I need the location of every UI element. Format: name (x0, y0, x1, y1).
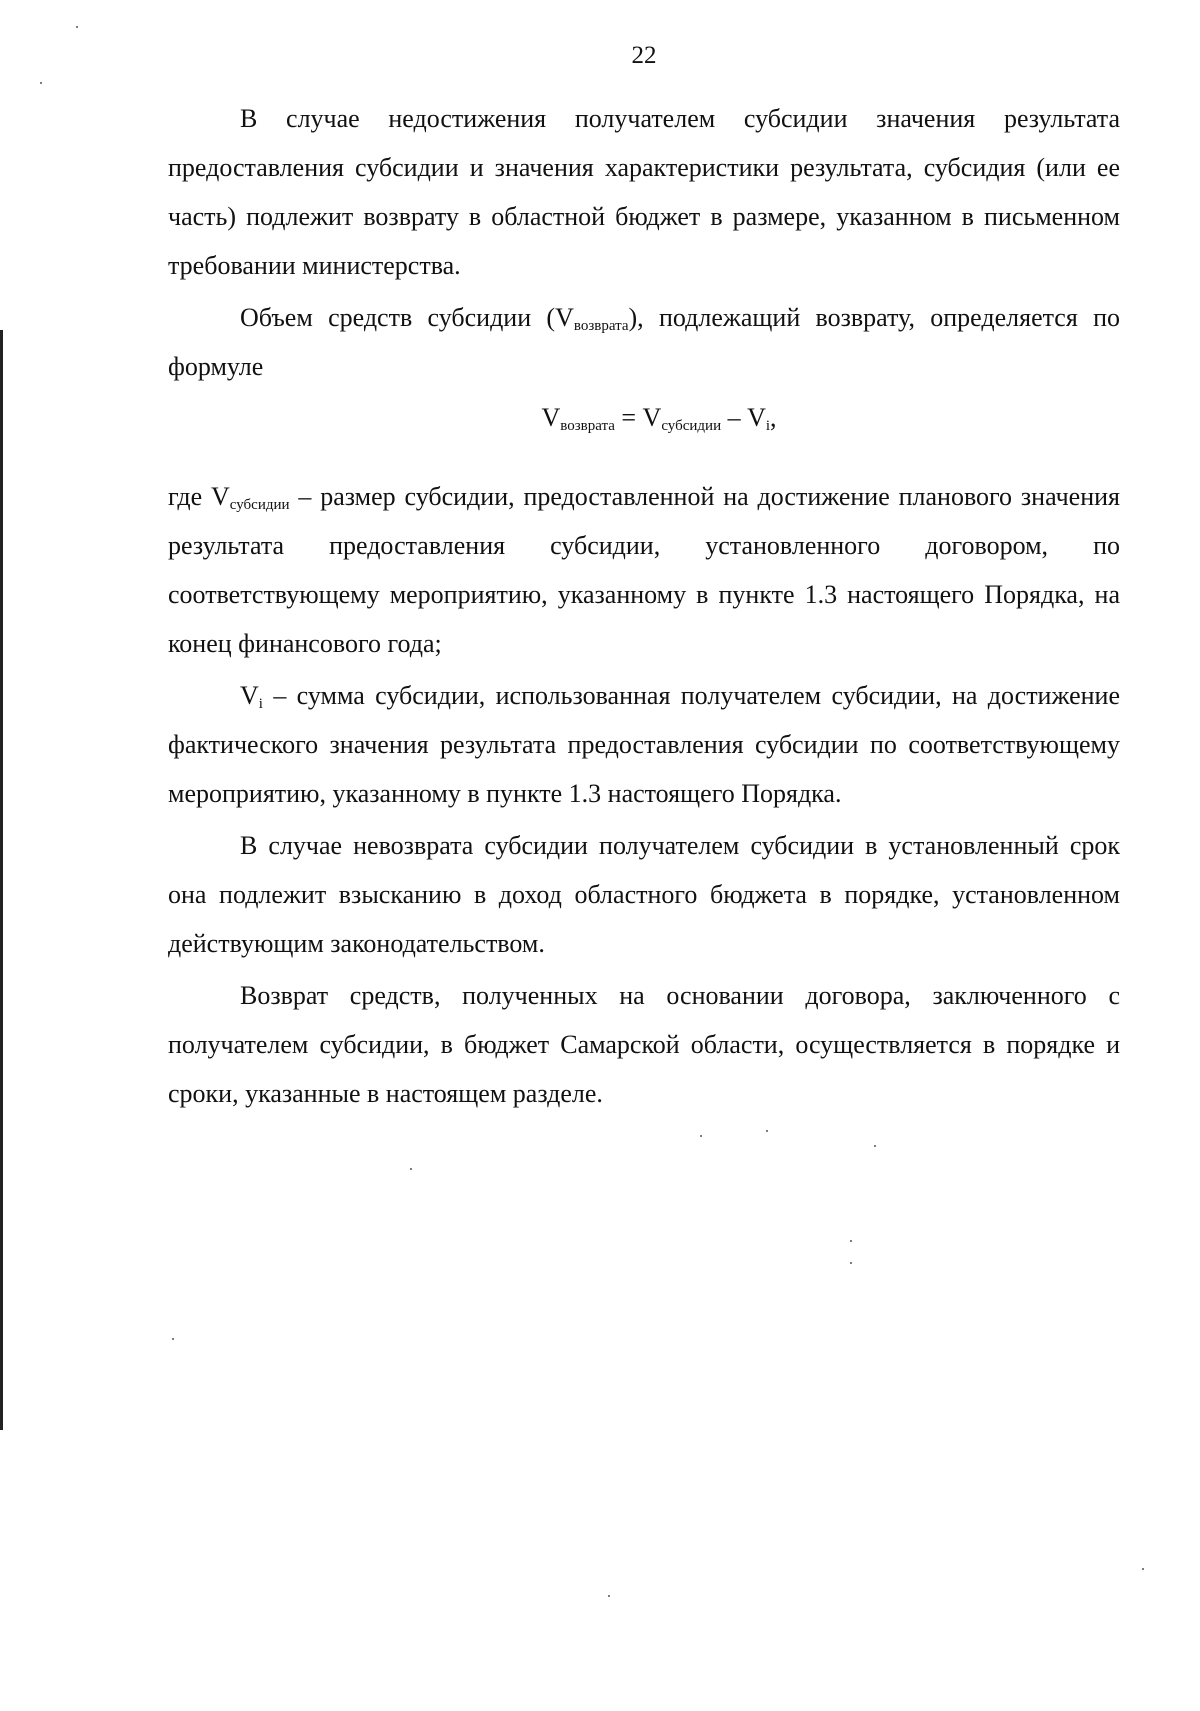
scan-speck (1142, 1568, 1144, 1570)
formula-term-subsidy: V (642, 403, 662, 432)
formula-term-subsidy-subscript: субсидии (661, 418, 722, 434)
subscript: субсидии (229, 497, 290, 513)
paragraph-refund-volume (168, 293, 1120, 391)
scan-speck (850, 1262, 852, 1264)
paragraph-definition-subsidy (168, 472, 1120, 668)
formula-term-used-subscript: i (765, 418, 771, 434)
scan-speck (410, 1168, 412, 1170)
scan-speck (766, 1130, 768, 1132)
text-fragment: – сумма субсидии, использованная получателем субсидии, на достижение фактического значения результата предоставления субсидии по соответствующему мероприятию, указанному в пункте 1.3 настоящего Порядка. (168, 681, 1120, 808)
refund-formula (168, 393, 1120, 442)
scan-speck (874, 1145, 876, 1147)
paragraph-return-procedure: Возврат средств, полученных на основании договора, заключенного с получателем субсидии, в бюджет Самарской области, осуществляется в порядке и сроки, указанные в настоящем разделе. (168, 981, 1120, 1108)
scan-speck (40, 82, 42, 84)
formula-equals: = (614, 403, 643, 432)
formula-end: , (770, 403, 777, 432)
paragraph-refund-obligation: В случае недостижения получателем субсидии значения результата предоставления субсидии и значения характеристики результата, субсидия (или ее часть) подлежит возврату в областной бюджет в размере, указанном в письменном требовании министерства. (168, 104, 1120, 280)
paragraph-non-return: В случае невозврата субсидии получателем субсидии в установленный срок она подлежит взысканию в доход областного бюджета в порядке, установленном действующим законодательством. (168, 831, 1120, 958)
formula-lhs: V (541, 403, 561, 432)
scan-speck (172, 1338, 174, 1340)
scan-speck (850, 1240, 852, 1242)
document-body (168, 94, 1120, 1118)
subscript: возврата (573, 318, 629, 334)
formula-minus: – (721, 403, 748, 432)
text-fragment: где V (168, 482, 230, 511)
subscript: i (258, 696, 263, 712)
formula-lhs-subscript: возврата (560, 418, 615, 434)
scan-speck (608, 1595, 610, 1597)
text-fragment: – размер субсидии, предоставленной на достижение планового значения результата предоставления субсидии, установленного договором, по соответствующему мероприятию, указанному в пункте 1.3 настоящего Порядка, на конец финансового года; (168, 482, 1120, 658)
text-fragment: V (240, 681, 259, 710)
scan-speck (76, 26, 78, 28)
text-fragment: Объем средств субсидии (V (240, 303, 574, 332)
page-number: 22 (631, 42, 657, 69)
scan-speck (700, 1135, 702, 1137)
paragraph-definition-used (168, 671, 1120, 818)
scan-edge-mark (0, 330, 3, 1430)
formula-term-used: V (747, 403, 766, 432)
text-fragment: ), подлежащий возврату, определяется по формуле (168, 303, 1120, 381)
